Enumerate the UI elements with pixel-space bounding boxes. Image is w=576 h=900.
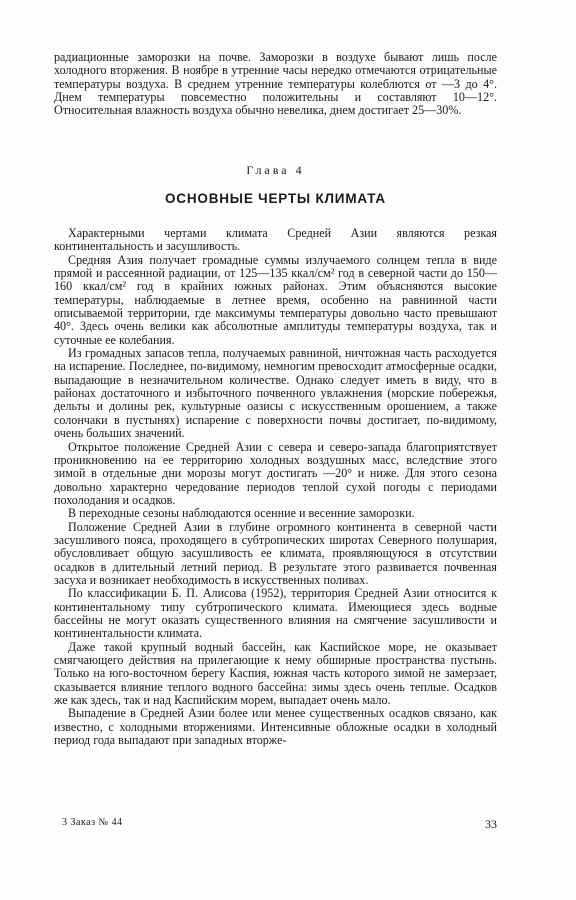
paragraph-7: По классификации Б. П. Алисова (1952), территория Средней Азии относится к континентальному типу субтропического климата. Имеющиеся здесь водные бассейны не могут оказать существенного влияния на смягчение засушливости и континентальности климата. bbox=[54, 586, 497, 641]
paragraph-5: В переходные сезоны наблюдаются осенние и весенние заморозки. bbox=[68, 506, 415, 521]
paragraph-1: Характерными чертами климата Средней Азии являются резкая континентальность и засушливость. bbox=[54, 226, 497, 254]
paragraph-2: Средняя Азия получает громадные суммы излучаемого солнцем тепла в виде прямой и рассеянной радиации, от 125—135 ккал/см² год в северной части до 150—160 ккал/см² год в крайних южных районах. Этим объясняются высокие температуры, наблюдаемые в летнее время, особенно на равнинной части описываемой территории, где максимумы температуры довольно часто превышают 40°. Здесь очень велики как абсолютные амплитуды температуры воздуха, так и суточные ее колебания. bbox=[54, 252, 497, 347]
paragraph-9: Выпадение в Средней Азии более или менее существенных осадков связано, как известно, с холодными вторжениями. Интенсивные обложные осадки в холодный период года выпадают при западных вторже- bbox=[54, 706, 497, 748]
page-number: 33 bbox=[485, 817, 497, 831]
continued-paragraph bbox=[54, 51, 497, 118]
paragraph-6: Положение Средней Азии в глубине огромного континента в северной части засушливого пояса, проходящего в субтропических широтах Северного полушария, обусловливает общую засушливость ее климата, проявляющуюся в отсутствии осадков в длительный летний период. В результате этого развивается почвенная засуха и возникает необходимость в искусственных поливах. bbox=[54, 519, 497, 587]
paragraph-3: Из громадных запасов тепла, получаемых равниной, ничтожная часть расходуется на испарение. Последнее, по-видимому, немногим превосходит атмосферные осадки, выпадающие в незначительном количестве. Однако следует иметь в виду, что в районах достаточного и избыточного почвенного увлажнения (морские побережья, дельты и долины рек, культурные оазисы с искусственным орошением, а также солончаки в пустынях) испарение с поверхности почвы достигает, по-видимому, очень больших значений. bbox=[54, 346, 497, 441]
chapter-label: Глава 4 bbox=[246, 163, 305, 177]
print-signature: 3 Заказ № 44 bbox=[62, 817, 123, 828]
chapter-title: ОСНОВНЫЕ ЧЕРТЫ КЛИМАТА bbox=[165, 191, 386, 206]
paragraph-8: Даже такой крупный водный бассейн, как Каспийское море, не оказывает смягчающего действия на прилегающие к нему обширные пространства пустынь. Только на юго-восточном берегу Каспия, южная часть которого зимой не замерзает, сказывается влияние теплого водного бассейна: зимы здесь очень теплые. Осадков же как здесь, так и над Каспийским морем, выпадает очень мало. bbox=[54, 639, 497, 708]
paragraph-4: Открытое положение Средней Азии с севера и северо-запада благоприятствует проникновению на ее территорию холодных воздушных масс, вследствие этого зимой в отдельные дни морозы могут достигать —20° и ниже. Для этого сезона довольно характерно чередование периодов теплой сухой погоды с периодами похолодания и осадков. bbox=[54, 439, 497, 507]
paragraph-top: радиационные заморозки на почве. Заморозки в воздухе бывают лишь после холодного вторжения. В ноябре в утренние часы нередко отмечаются отрицательные температуры воздуха. В среднем утренние температуры колеблются от —3 до 4°. Днем температуры повсеместно положительны и составляют 10—12°. Относительная влажность воздуха обычно невелика, днем достигает 25—30%. bbox=[54, 50, 497, 118]
chapter-body bbox=[54, 227, 497, 747]
